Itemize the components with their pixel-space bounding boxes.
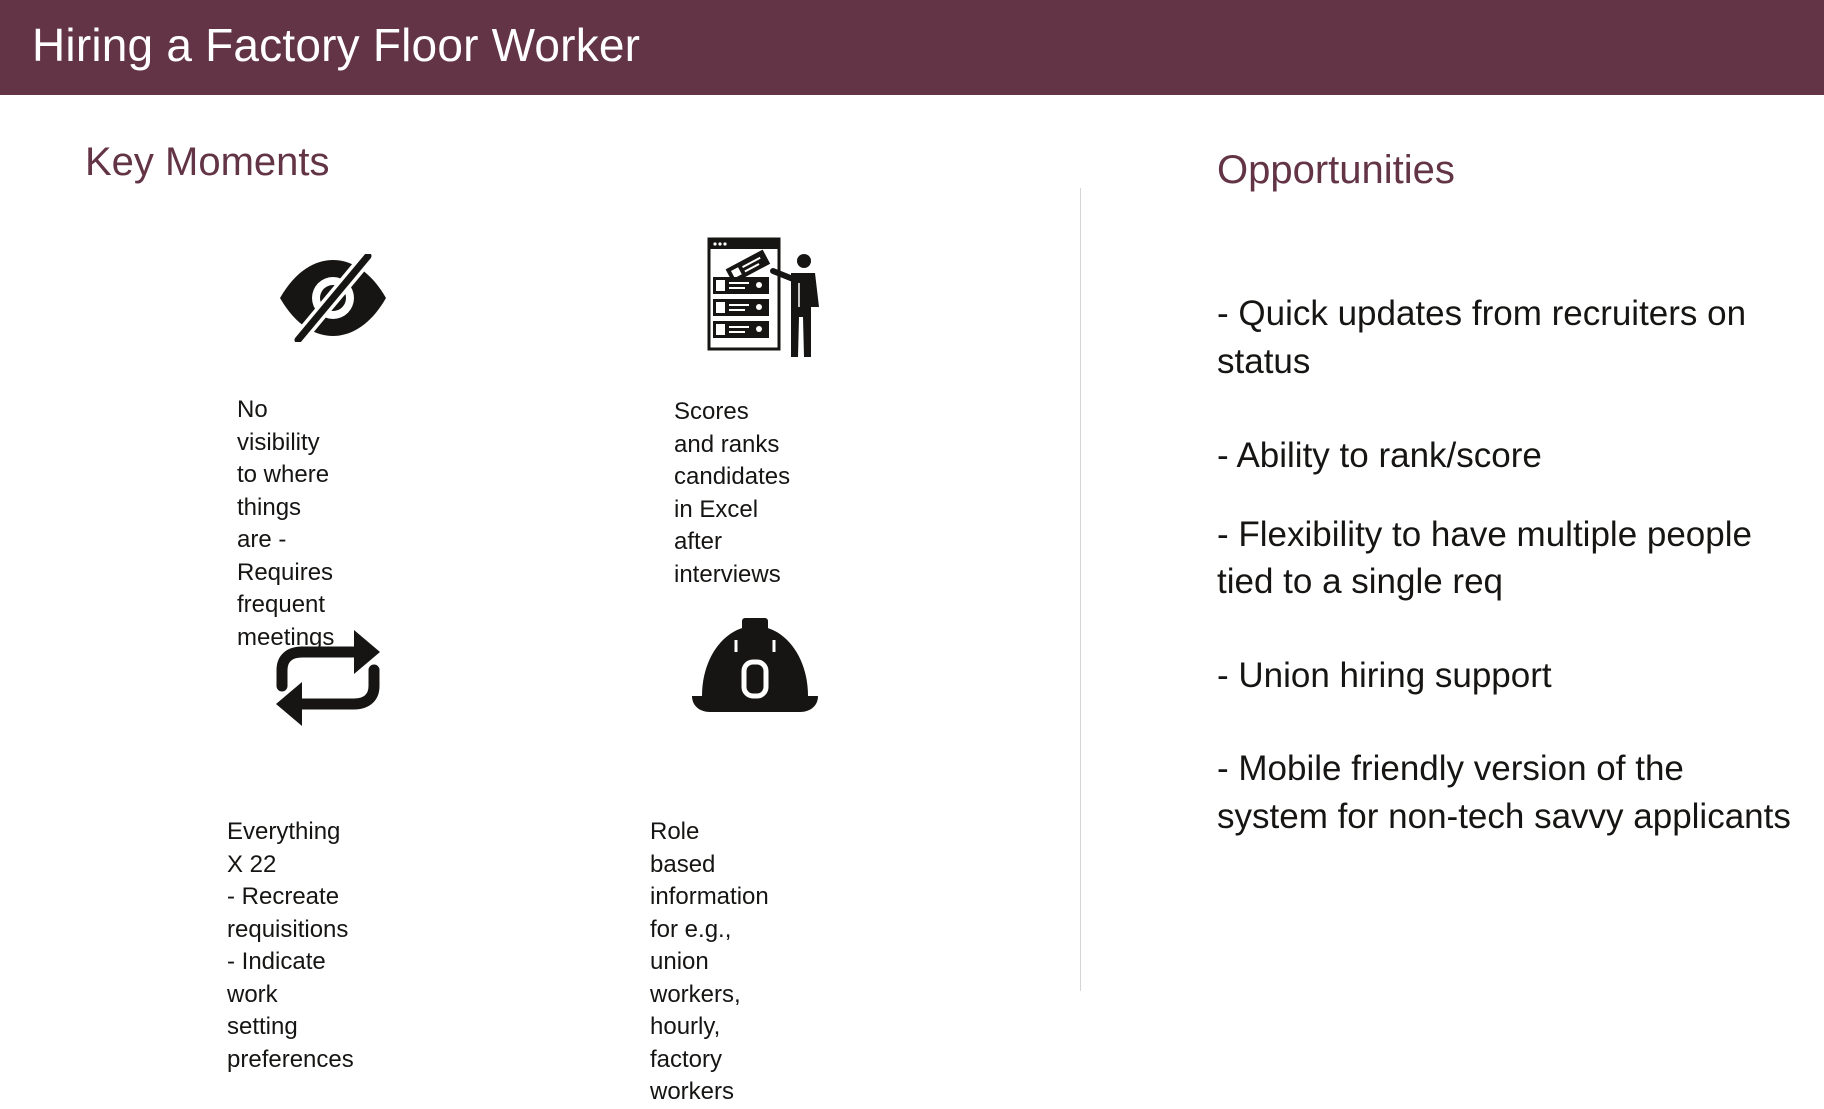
key-moment-text: Scores and ranks candidates in Excel after interviews [674, 398, 791, 588]
hard-hat-icon [690, 616, 820, 714]
eye-slash-icon [278, 254, 388, 342]
opportunities-list [1217, 290, 1797, 840]
opportunity-item: - Ability to rank/score [1217, 436, 1542, 475]
key-moment-text: No visibility to where things are - Requires frequent meetings [237, 396, 335, 651]
repeat-arrows-icon [274, 628, 382, 728]
key-moment-text: Everything X 22 - Recreate requisitions - Indicate work setting preferences [227, 818, 354, 1073]
column-divider [1080, 188, 1081, 991]
key-moments-heading: Key Moments [85, 140, 330, 184]
opportunity-item: - Union hiring support [1217, 655, 1552, 695]
header-bar [0, 0, 1824, 95]
opportunities-heading: Opportunities [1217, 148, 1455, 192]
opportunity-item: - Quick updates from recruiters on status [1217, 294, 1747, 381]
page-title: Hiring a Factory Floor Worker [32, 19, 641, 71]
ranking-board-person-icon [707, 237, 827, 361]
key-moment-text: Role based information for e.g., union workers, hourly, factory workers [650, 818, 769, 1105]
opportunity-item: - Mobile friendly version of the system for non-tech savvy applicants [1217, 749, 1791, 836]
opportunity-item: - Flexibility to have multiple people tied to a single req [1217, 514, 1752, 601]
